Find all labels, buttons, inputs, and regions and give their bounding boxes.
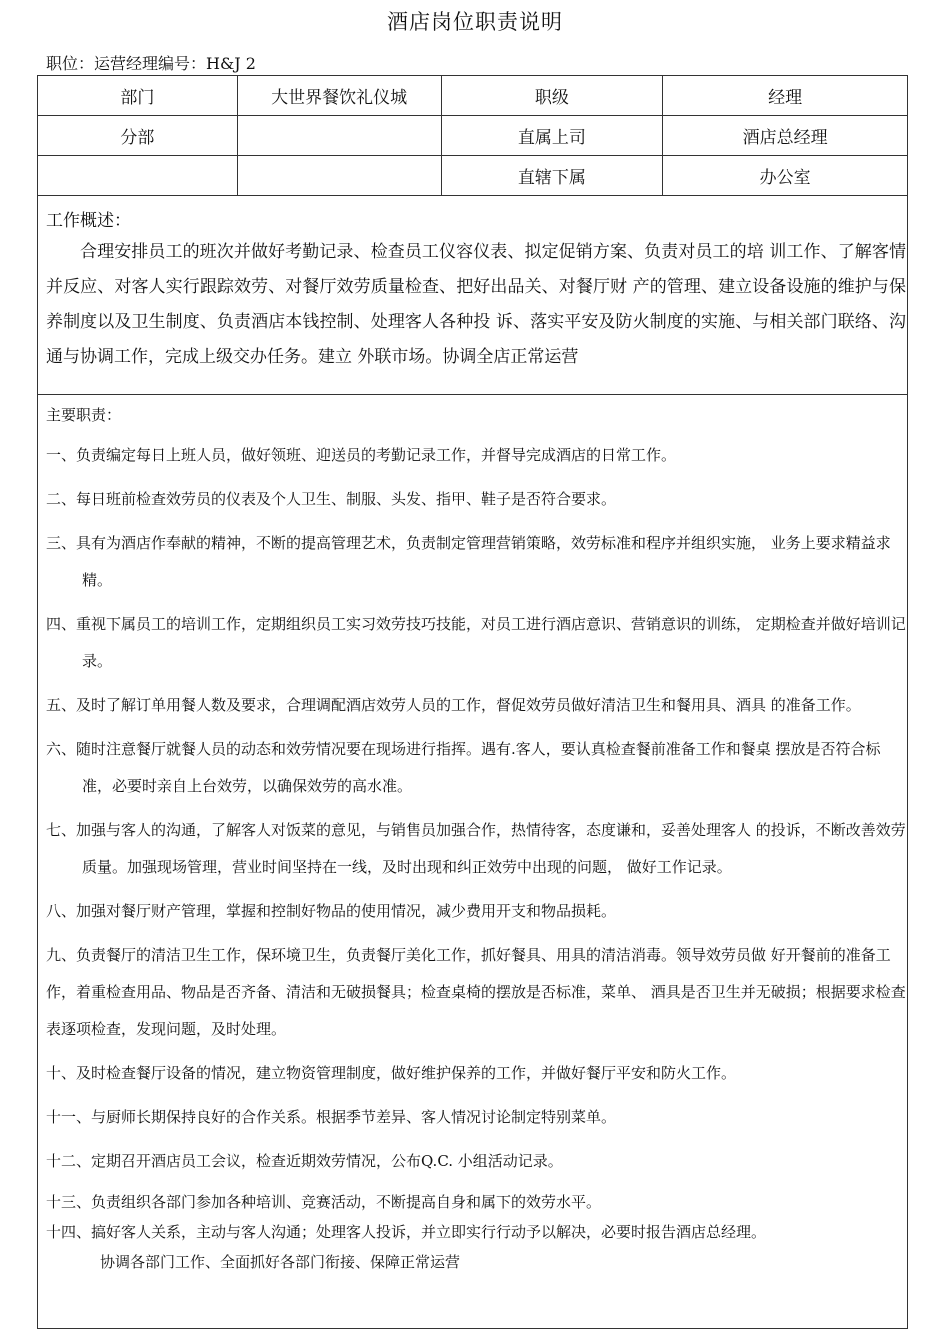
section-divider xyxy=(37,394,908,395)
duty-item: 十三、负责组织各部门参加各种培训、竞赛活动，不断提高自身和属下的效劳水平。 xyxy=(46,1193,602,1211)
overview-label: 工作概述： xyxy=(46,211,131,231)
table-cell: 直辖下属 xyxy=(441,156,663,196)
table-cell: 直属上司 xyxy=(441,116,663,156)
table-cell: 经理 xyxy=(663,76,908,116)
table-cell: 办公室 xyxy=(663,156,908,196)
duty-item: 五、及时了解订单用餐人数及要求，合理调配酒店效劳人员的工作，督促效劳员做好清洁卫生和餐用具、酒具 的准备工作。 xyxy=(46,696,861,714)
duty-item: 三、具有为酒店作奉献的精神，不断的提高管理艺术，负责制定管理营销策略，效劳标准和程序并组织实施， 业务上要求精益求精。 xyxy=(46,534,891,589)
duty-item: 八、加强对餐厅财产管理，掌握和控制好物品的使用情况，减少费用开支和物品损耗。 xyxy=(46,902,617,920)
table-row xyxy=(38,76,908,116)
duty-item: 十、及时检查餐厅设备的情况，建立物资管理制度，做好维护保养的工作，并做好餐厅平安和防火工作。 xyxy=(46,1064,737,1082)
page-title: 酒店岗位职责说明 xyxy=(387,10,563,34)
table-row xyxy=(38,156,908,196)
duties-label: 主要职责： xyxy=(46,406,122,424)
duty-item: 十四、搞好客人关系，主动与客人沟通；处理客人投诉，并立即实行行动予以解决，必要时报告酒店总经理。 xyxy=(46,1223,767,1241)
duty-item: 六、随时注意餐厅就餐人员的动态和效劳情况要在现场进行指挥。遇有.客人，要认真检查餐前准备工作和餐桌 摆放是否符合标准，必要时亲自上台效劳，以确保效劳的高水准。 xyxy=(46,740,881,795)
table-cell: 酒店总经理 xyxy=(663,116,908,156)
table-row xyxy=(38,116,908,156)
position-line: 职位：运营经理编号：H&J 2 xyxy=(46,54,256,73)
duty-item: 十一、与厨师长期保持良好的合作关系。根据季节差异、客人情况讨论制定特别菜单。 xyxy=(46,1108,617,1126)
duty-item: 十二、定期召开酒店员工会议，检查近期效劳情况，公布Q.C. 小组活动记录。 xyxy=(46,1152,563,1170)
duty-item: 九、负责餐厅的清洁卫生工作，保环境卫生，负责餐厅美化工作，抓好餐具、用具的清洁消毒。领导效劳员做 好开餐前的准备工作，着重检查用品、物品是否齐备、清洁和无破损餐具；检查桌椅的摆放是否标准，菜单、 酒具是否卫生并无破损；根据要求检查表逐项检查，发现问题，及时处理。 xyxy=(46,946,906,1038)
table-cell: 部门 xyxy=(38,76,238,116)
duty-item: 一、负责编定每日上班人员，做好领班、迎送员的考勤记录工作，并督导完成酒店的日常工作。 xyxy=(46,446,677,464)
info-table xyxy=(37,75,908,196)
table-cell: 分部 xyxy=(38,116,238,156)
table-cell xyxy=(237,116,441,156)
overview-text: 合理安排员工的班次并做好考勤记录、检查员工仪容仪表、拟定促销方案、负责对员工的培 训工作、了解客情并反应、对客人实行跟踪效劳、对餐厅效劳质量检查、把好出品关、对餐厅财 产的管理、建立设备设施的维护与保养制度以及卫生制度、负责酒店本钱控制、处理客人各种投 诉、落实平安及防火制度的实施、与相关部门联络、沟通与协调工作，完成上级交办任务。建立 外联市场。协调全店正常运营 xyxy=(46,242,906,367)
table-cell: 大世界餐饮礼仪城 xyxy=(237,76,441,116)
duties-section xyxy=(46,404,906,1277)
overview-section xyxy=(46,206,906,375)
duty-tail: 协调各部门工作、全面抓好各部门衔接、保障正常运营 xyxy=(100,1253,461,1271)
table-cell xyxy=(38,156,238,196)
duty-item: 七、加强与客人的沟通，了解客人对饭菜的意见，与销售员加强合作，热情待客，态度谦和，妥善处理客人 的投诉，不断改善效劳质量。加强现场管理，营业时间坚持在一线，及时出现和纠正效劳中出现的问题， 做好工作记录。 xyxy=(46,821,906,876)
table-cell xyxy=(237,156,441,196)
table-cell: 职级 xyxy=(441,76,663,116)
duty-item: 二、每日班前检查效劳员的仪表及个人卫生、制服、头发、指甲、鞋子是否符合要求。 xyxy=(46,490,617,508)
duty-item: 四、重视下属员工的培训工作，定期组织员工实习效劳技巧技能，对员工进行酒店意识、营销意识的训练， 定期检查并做好培训记录。 xyxy=(46,615,906,670)
